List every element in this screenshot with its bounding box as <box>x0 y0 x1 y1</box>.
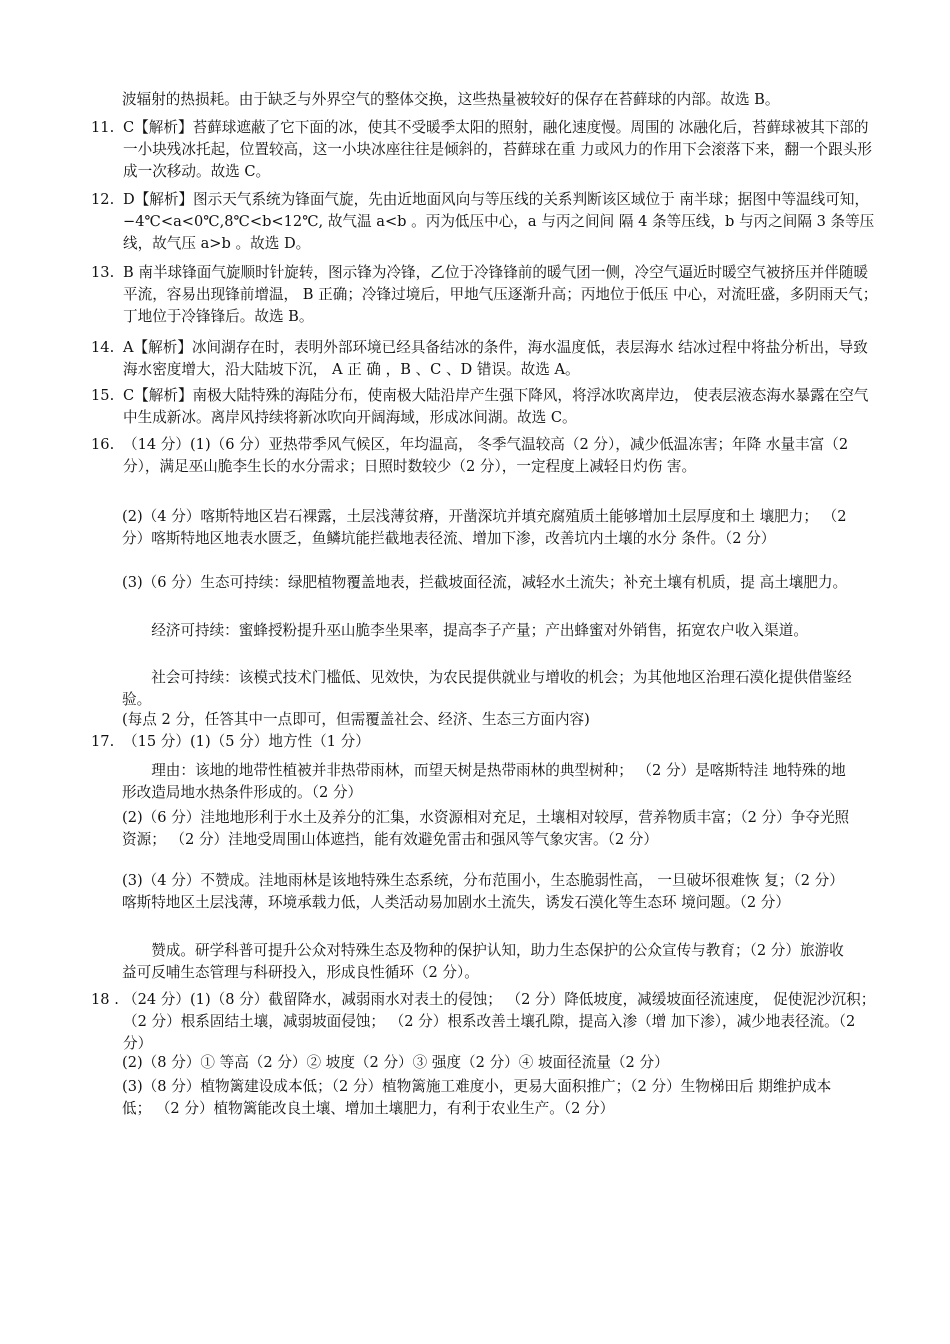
answer-text: D【解析】图示天气系统为锋面气旋，先由近地面风向与等压线的关系判断该区域位于 南半球；据图中等温线可知，−4℃<a<0℃,8℃<b<12℃, 故气温 a<b 。丙为低压中心，a 与丙之间间 隔 4 条等压线，b 与丙之间隔 3 条等压线，故气压 a>b 。故选 D。 <box>123 191 875 252</box>
answer-16-economic: 经济可持续：蜜蜂授粉提升巫山脆李坐果率，提高李子产量；产出蜂蜜对外销售，拓宽农户收入渠道。 <box>151 622 808 639</box>
answer-16-social: 社会可持续：该模式技术门槛低、见效快，为农民提供就业与增收的机会；为其他地区治理石漠化提供借鉴经验。 <box>122 669 852 708</box>
answer-11 <box>91 117 881 183</box>
answer-text: B 南半球锋面气旋顺时针旋转，图示锋为冷锋，乙位于冷锋锋前的暖气团一侧，冷空气逼近时暖空气被挤压并伴随暖平流，容易出现锋前增温， B 正确；冷锋过境后，甲地气压逐渐升高；丙地位于低压 中心，对流旺盛，多阴雨天气；丁地位于冷锋锋后。故选 B。 <box>123 264 878 325</box>
answer-text: C【解析】南极大陆特殊的海陆分布，使南极大陆沿岸产生强下降风，将浮冰吹离岸边， 使表层液态海水暴露在空气中生成新冰。离岸风持续将新冰吹向开阔海域，形成冰间湖。故选 C。 <box>123 387 869 426</box>
question-number: 13. <box>91 264 115 281</box>
question-number: 16. <box>91 436 115 453</box>
answer-17-reason: 理由：该地的地带性植被并非热带雨林，而望天树是热带雨林的典型树种； （2 分）是喀斯特洼 地特殊的地形改造局地水热条件形成的。（2 分） <box>122 762 846 801</box>
answer-17-part1 <box>91 731 881 753</box>
question-number: 15. <box>91 387 115 404</box>
answer-17-part3: (3)（4 分）不赞成。洼地雨林是该地特殊生态系统，分布范围小，生态脆弱性高， 一旦破坏很难恢 复；（2 分）喀斯特地区土层浅薄，环境承载力低，人类活动易加剧水土流失，诱发石漠化等生态环 境问题。（2 分） <box>122 872 844 911</box>
answer-18-part3: (3)（8 分）植物篱建设成本低；（2 分）植物篱施工难度小，更易大面积推广；（2 分）生物梯田后 期维护成本低； （2 分）植物篱能改良土壤、增加土壤肥力，有利于农业生产。（2 分） <box>122 1078 832 1117</box>
answer-16-part3: (3)（6 分）生态可持续：绿肥植物覆盖地表，拦截坡面径流，减轻水土流失；补充土壤有机质，提 高土壤肥力。 <box>122 574 848 591</box>
question-number: 18 . <box>91 991 119 1008</box>
answer-text: A【解析】冰间湖存在时，表明外部环境已经具备结冰的条件，海水温度低，表层海水 结冰过程中将盐分析出，导致海水密度增大，沿大陆坡下沉， A 正 确 ，B 、C 、D 错误。故选 A。 <box>123 339 868 378</box>
question-number: 11. <box>91 119 115 136</box>
answer-text: C【解析】苔藓球遮蔽了它下面的冰，使其不受暖季太阳的照射，融化速度慢。周围的 冰融化后，苔藓球被其下部的一小块残冰托起，位置较高，这一小块冰座往往是倾斜的，苔藓球在重 力或风力的作用下会滚落下来，翻一个跟头形成一次移动。故选 C。 <box>123 119 872 180</box>
question-number: 12. <box>91 191 115 208</box>
answer-14 <box>91 337 881 381</box>
answer-10-continuation: 波辐射的热损耗。由于缺乏与外界空气的整体交换，这些热量被较好的保存在苔藓球的内部。故选 B。 <box>122 91 780 108</box>
answer-16-part2: (2)（4 分）喀斯特地区岩石裸露，土层浅薄贫瘠，开凿深坑并填充腐殖质土能够增加土层厚度和土 壤肥力； （2 分）喀斯特地区地表水匮乏，鱼鳞坑能拦截地表径流、增加下渗，改善坑内土壤的水分 条件。（2 分） <box>122 508 847 547</box>
answer-16-part1 <box>91 434 881 478</box>
answer-text: （24 分）(1)（8 分）截留降水，减弱雨水对表土的侵蚀； （2 分）降低坡度，减缓坡面径流速度， 促使泥沙沉积； （2 分）根系固结土壤，减弱坡面侵蚀； （2 分）根系改善土壤孔隙，提高入渗（增 加下渗），减少地表径流。（2 分） <box>123 991 876 1052</box>
answer-17-part2: (2)（6 分）洼地地形利于水土及养分的汇集，水资源相对充足，土壤相对较厚，营养物质丰富；（2 分）争夺光照资源； （2 分）洼地受周围山体遮挡，能有效避免雷击和强风等气象灾害。（2 分） <box>122 809 850 848</box>
answer-text: （15 分）(1)（5 分）地方性（1 分） <box>123 733 370 750</box>
question-number: 14. <box>91 339 115 356</box>
answer-18-part1 <box>91 989 881 1055</box>
answer-18-part2: (2)（8 分）① 等高（2 分）② 坡度（2 分）③ 强度（2 分）④ 坡面径流量（2 分） <box>122 1054 669 1071</box>
answer-13 <box>91 262 881 328</box>
answer-17-agree: 赞成。研学科普可提升公众对特殊生态及物种的保护认知，助力生态保护的公众宣传与教育；（2 分）旅游收益可反哺生态管理与科研投入，形成良性循环（2 分）。 <box>122 942 844 981</box>
answer-text: （14 分）(1)（6 分）亚热带季风气候区，年均温高， 冬季气温较高（2 分），减少低温冻害；年降 水量丰富（2 分），满足巫山脆李生长的水分需求；日照时数较少（2 分），一定程度上减轻日灼伤 害。 <box>123 436 849 475</box>
answer-16-scoring-note: (每点 2 分，任答其中一点即可，但需覆盖社会、经济、生态三方面内容) <box>122 711 590 728</box>
answer-12 <box>91 189 881 255</box>
answer-15 <box>91 385 881 429</box>
question-number: 17. <box>91 733 115 750</box>
